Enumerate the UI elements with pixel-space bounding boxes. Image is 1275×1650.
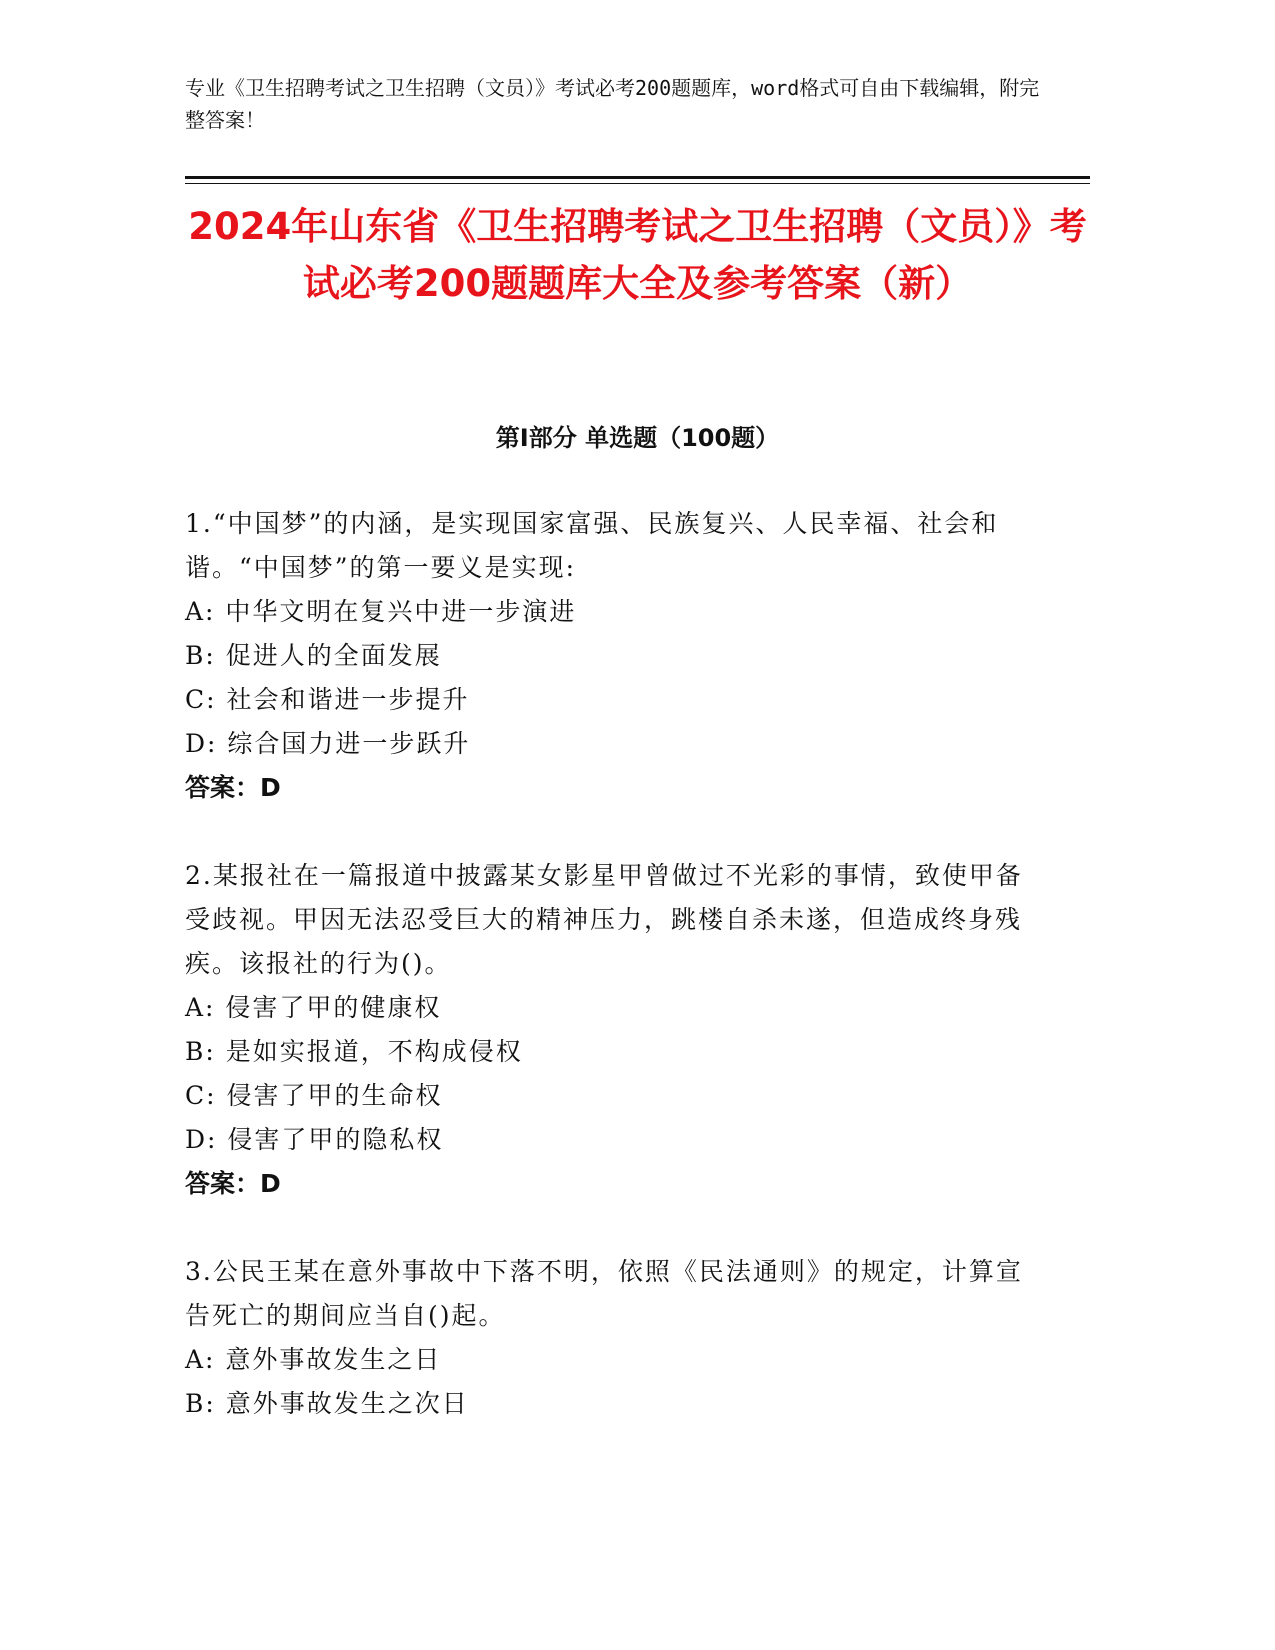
answer: 答案：D: [185, 1169, 281, 1198]
option-a: A: 中华文明在复兴中进一步演进: [185, 597, 577, 626]
question-list: [185, 502, 1040, 1470]
document-title: 2024年山东省《卫生招聘考试之卫生招聘（文员）》考试必考200题题库大全及参考答案（新）: [188, 205, 1087, 305]
question-2: [185, 854, 1040, 1206]
option-b: B: 促进人的全面发展: [185, 641, 442, 670]
question-stem: 3.公民王某在意外事故中下落不明，依照《民法通则》的规定，计算宣告死亡的期间应当自()起。: [185, 1257, 1023, 1330]
question-stem: 2.某报社在一篇报道中披露某女影星甲曾做过不光彩的事情，致使甲备受歧视。甲因无法忍受巨大的精神压力，跳楼自杀未遂，但造成终身残疾。该报社的行为()。: [185, 861, 1023, 978]
option-b: B: 意外事故发生之次日: [185, 1389, 469, 1418]
header-note: 专业《卫生招聘考试之卫生招聘（文员）》考试必考200题题库，word格式可自由下载编辑，附完整答案！: [185, 76, 1040, 132]
header-divider-thin: [185, 183, 1090, 184]
answer: 答案：D: [185, 773, 281, 802]
question-1: [185, 502, 1040, 810]
option-d: D: 侵害了甲的隐私权: [185, 1125, 444, 1154]
section-title: 第I部分 单选题（100题）: [495, 424, 780, 452]
option-d: D: 综合国力进一步跃升: [185, 729, 471, 758]
option-a: A: 侵害了甲的健康权: [185, 993, 442, 1022]
option-b: B: 是如实报道，不构成侵权: [185, 1037, 523, 1066]
question-stem: 1.“中国梦”的内涵，是实现国家富强、民族复兴、人民幸福、社会和谐。“中国梦”的第一要义是实现:: [185, 509, 999, 582]
header-divider-thick: [185, 176, 1090, 179]
option-c: C: 社会和谐进一步提升: [185, 685, 470, 714]
question-3: [185, 1250, 1040, 1426]
option-c: C: 侵害了甲的生命权: [185, 1081, 443, 1110]
option-a: A: 意外事故发生之日: [185, 1345, 442, 1374]
